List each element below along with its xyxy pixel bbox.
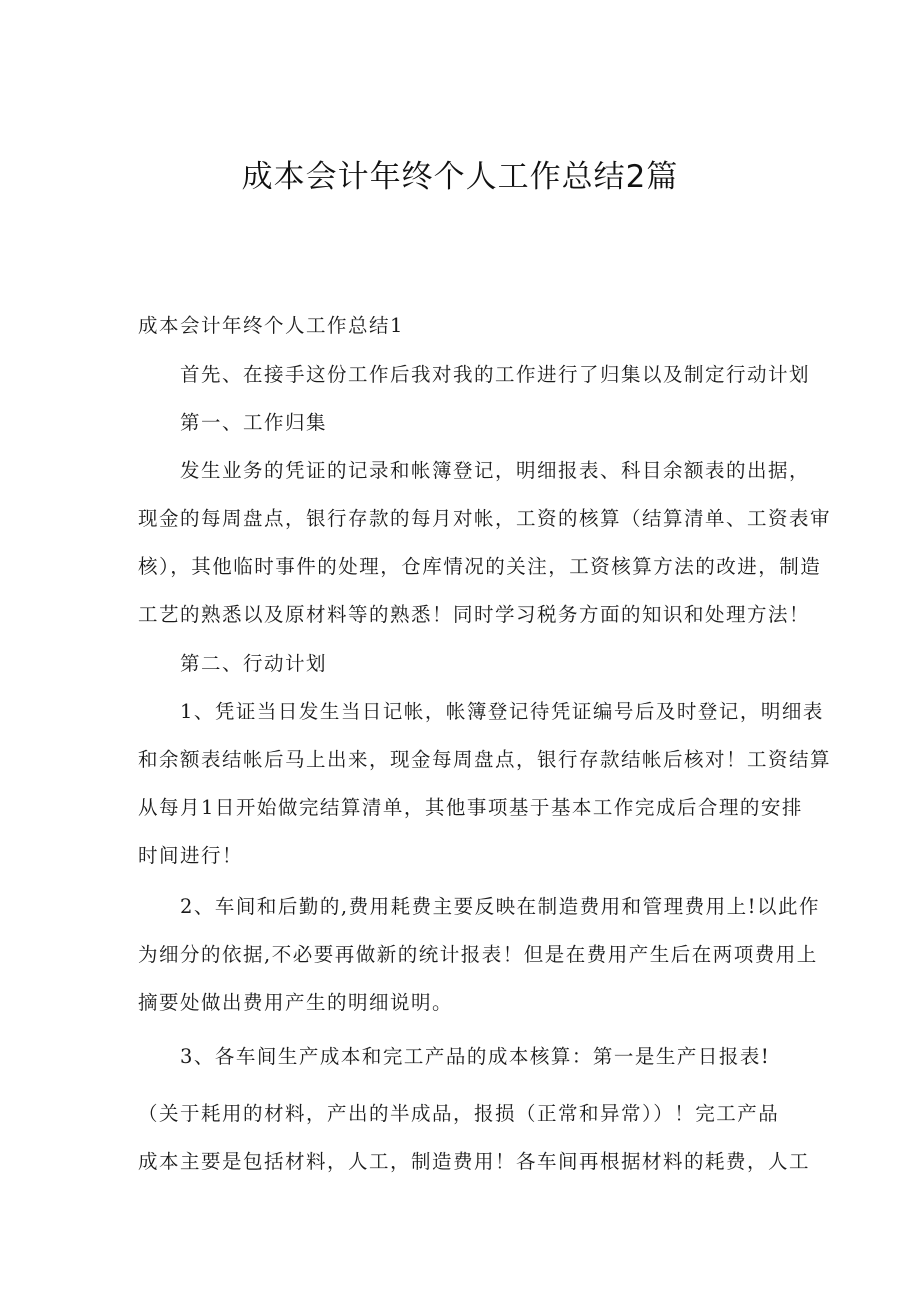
paragraph-line: 发生业务的凭证的记录和帐簿登记，明细报表、科目余额表的出据，	[180, 459, 811, 482]
subheading: 第二、行动计划	[180, 652, 328, 675]
paragraph-line: 从每月1日开始做完结算清单，其他事项基于基本工作完成后合理的安排	[138, 796, 803, 819]
document-title: 成本会计年终个人工作总结2篇	[241, 159, 679, 195]
section-heading: 成本会计年终个人工作总结1	[138, 314, 404, 337]
paragraph-line: 工艺的熟悉以及原材料等的熟悉！同时学习税务方面的知识和处理方法！	[138, 603, 811, 626]
paragraph-line: 和余额表结帐后马上出来，现金每周盘点，银行存款结帐后核对！工资结算	[138, 748, 832, 771]
paragraph-line: 首先、在接手这份工作后我对我的工作进行了归集以及制定行动计划	[180, 363, 811, 386]
paragraph-line: 为细分的依据,不必要再做新的统计报表！但是在费用产生后在两项费用上	[138, 943, 818, 966]
paragraph-line: 核），其他临时事件的处理，仓库情况的关注，工资核算方法的改进，制造	[138, 555, 822, 578]
paragraph-line: 1、凭证当日发生当日记帐，帐簿登记待凭证编号后及时登记，明细表	[180, 700, 824, 723]
paragraph-line: 摘要处做出费用产生的明细说明。	[138, 991, 454, 1014]
paragraph-line: （关于耗用的材料，产出的半成品，报损（正常和异常））！完工产品	[138, 1102, 780, 1125]
paragraph-line: 现金的每周盘点，银行存款的每月对帐，工资的核算（结算清单、工资表审	[138, 507, 832, 530]
paragraph-line: 2、车间和后勤的,费用耗费主要反映在制造费用和管理费用上!以此作	[180, 895, 820, 918]
subheading: 第一、工作归集	[180, 411, 328, 434]
paragraph-line: 3、各车间生产成本和完工产品的成本核算：第一是生产日报表!	[180, 1045, 771, 1068]
paragraph-line: 成本主要是包括材料，人工，制造费用！各车间再根据材料的耗费，人工	[138, 1150, 811, 1173]
paragraph-line: 时间进行！	[138, 844, 244, 867]
